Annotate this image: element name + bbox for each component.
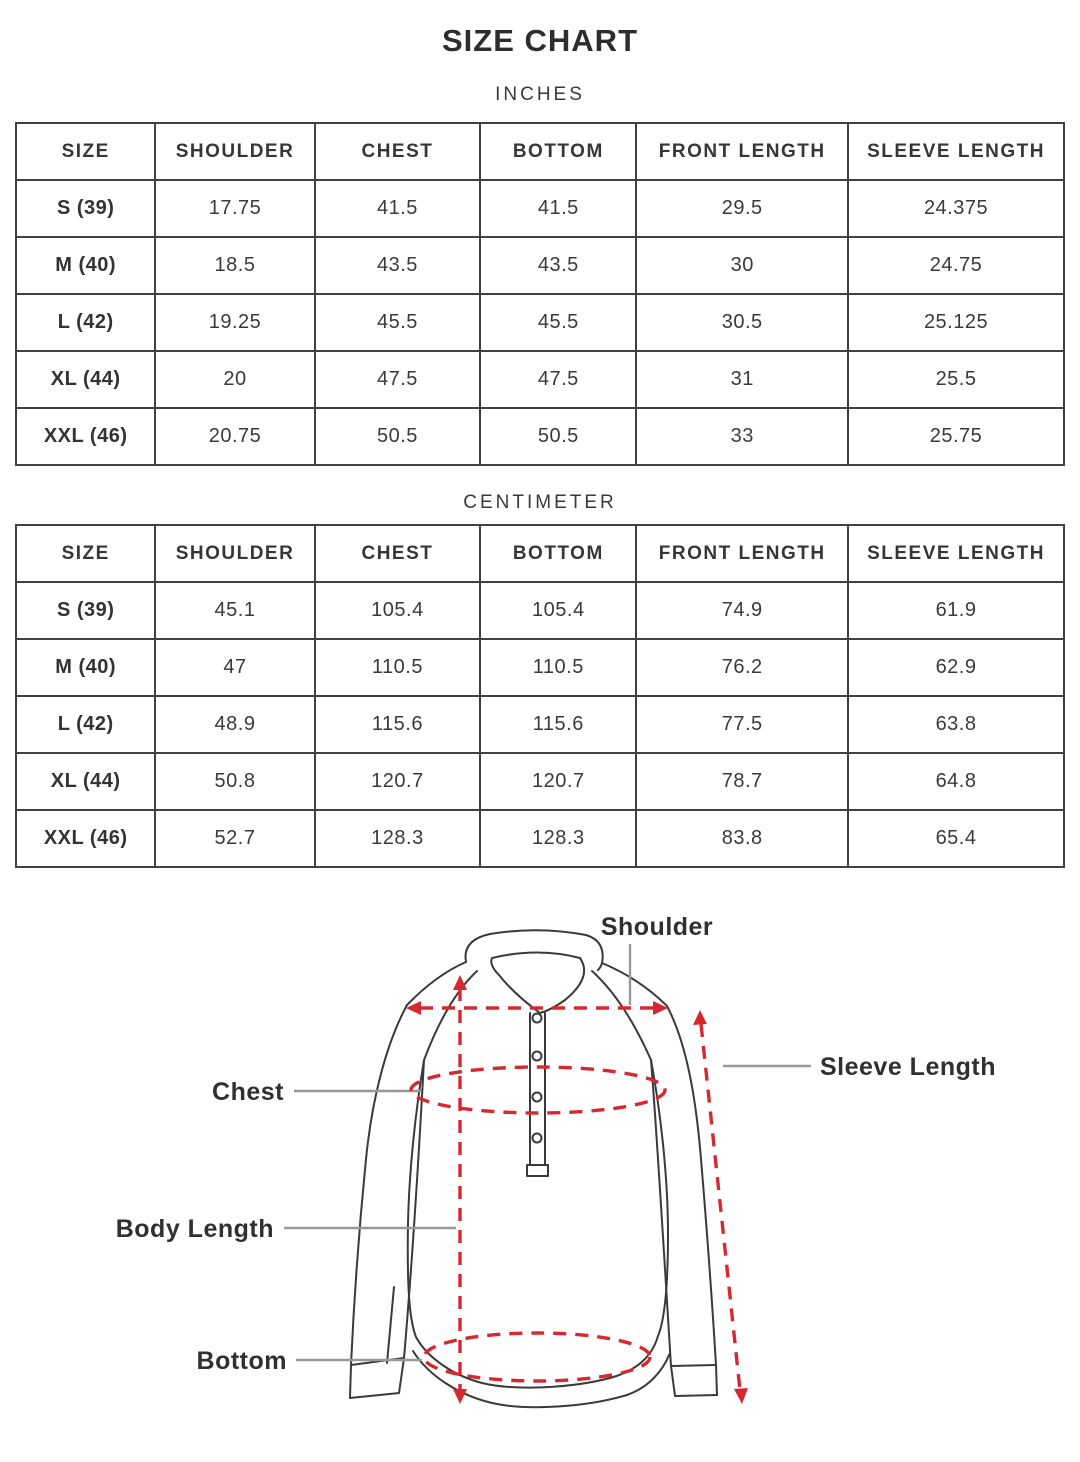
left-cuff-slit: [387, 1287, 394, 1363]
table-row: [16, 237, 1064, 294]
centimeter-table-body: [16, 582, 1064, 867]
table-row: [16, 582, 1064, 639]
table-cell: 50.8: [155, 753, 314, 810]
chest-label: Chest: [212, 1078, 284, 1106]
column-header: FRONT LENGTH: [636, 525, 848, 582]
pointer-lines: [284, 944, 811, 1360]
size-table-centimeter: [15, 524, 1065, 868]
sleeve-length-arrow-up: [693, 1010, 707, 1025]
table-cell: 120.7: [315, 753, 481, 810]
table-cell: 65.4: [848, 810, 1064, 867]
table-cell: 74.9: [636, 582, 848, 639]
body-and-hem: [408, 1060, 668, 1388]
column-header: SLEEVE LENGTH: [848, 123, 1064, 180]
table-cell: 62.9: [848, 639, 1064, 696]
button-dot: [533, 1014, 542, 1023]
table-cell: 128.3: [480, 810, 636, 867]
right-shoulder-seam: [602, 963, 667, 1006]
table-cell: 78.7: [636, 753, 848, 810]
table-row: [16, 810, 1064, 867]
table-cell: 105.4: [315, 582, 481, 639]
sleeve-length-label: Sleeve Length: [820, 1053, 996, 1081]
column-header: CHEST: [315, 525, 481, 582]
table-cell: 50.5: [480, 408, 636, 465]
measurement-marks: [406, 975, 748, 1404]
table-cell: 48.9: [155, 696, 314, 753]
table-cell: 41.5: [480, 180, 636, 237]
table-cell: XXL (46): [16, 810, 155, 867]
table-header-row: [16, 123, 1064, 180]
table-cell: 20: [155, 351, 314, 408]
table-cell: 105.4: [480, 582, 636, 639]
left-raglan-seam: [424, 971, 477, 1060]
table-cell: 30: [636, 237, 848, 294]
table-cell: 43.5: [480, 237, 636, 294]
right-sleeve-outer: [667, 1006, 717, 1395]
right-cuff: [671, 1365, 717, 1396]
table-row: [16, 408, 1064, 465]
table-row: [16, 639, 1064, 696]
table-header-row: [16, 525, 1064, 582]
table-cell: S (39): [16, 582, 155, 639]
table-cell: XL (44): [16, 351, 155, 408]
table-cell: 61.9: [848, 582, 1064, 639]
table-cell: 47.5: [315, 351, 481, 408]
left-cuff: [350, 1358, 404, 1398]
body-length-label: Body Length: [115, 1215, 274, 1243]
table-cell: 63.8: [848, 696, 1064, 753]
unit-label-centimeter: CENTIMETER: [463, 492, 617, 513]
table-cell: 45.5: [480, 294, 636, 351]
table-cell: 45.1: [155, 582, 314, 639]
table-cell: 30.5: [636, 294, 848, 351]
button-dot: [533, 1134, 542, 1143]
inches-table-body: [16, 180, 1064, 465]
shirt-measurement-diagram: [0, 874, 1080, 1449]
unit-label-inches: INCHES: [495, 84, 585, 105]
page-title: SIZE CHART: [442, 23, 638, 58]
left-sleeve-inner: [404, 1060, 424, 1358]
chest-measure-ellipse: [411, 1067, 665, 1113]
shoulder-label: Shoulder: [600, 913, 714, 941]
table-cell: M (40): [16, 237, 155, 294]
column-header: SHOULDER: [155, 123, 314, 180]
table-cell: 25.75: [848, 408, 1064, 465]
hem-lower-edge: [413, 1351, 670, 1407]
bottom-measure-ellipse: [424, 1333, 650, 1381]
column-header: SLEEVE LENGTH: [848, 525, 1064, 582]
table-cell: 31: [636, 351, 848, 408]
table-cell: 50.5: [315, 408, 481, 465]
table-cell: 33: [636, 408, 848, 465]
table-cell: 76.2: [636, 639, 848, 696]
table-row: [16, 294, 1064, 351]
table-cell: 64.8: [848, 753, 1064, 810]
shoulder-arrow-right: [653, 1001, 668, 1015]
table-cell: 17.75: [155, 180, 314, 237]
table-cell: 110.5: [315, 639, 481, 696]
table-cell: S (39): [16, 180, 155, 237]
table-cell: 115.6: [315, 696, 481, 753]
placket: [527, 1013, 548, 1176]
table-row: [16, 180, 1064, 237]
table-cell: 43.5: [315, 237, 481, 294]
column-header: CHEST: [315, 123, 481, 180]
table-cell: L (42): [16, 294, 155, 351]
button-dot: [533, 1093, 542, 1102]
size-table-inches: [15, 122, 1065, 466]
table-cell: L (42): [16, 696, 155, 753]
sleeve-length-arrow-down: [734, 1388, 748, 1404]
table-cell: 45.5: [315, 294, 481, 351]
table-cell: 77.5: [636, 696, 848, 753]
table-cell: 128.3: [315, 810, 481, 867]
table-cell: 52.7: [155, 810, 314, 867]
table-cell: 83.8: [636, 810, 848, 867]
table-cell: M (40): [16, 639, 155, 696]
table-cell: 24.375: [848, 180, 1064, 237]
bottom-label: Bottom: [196, 1347, 287, 1375]
table-cell: 47.5: [480, 351, 636, 408]
table-cell: 20.75: [155, 408, 314, 465]
column-header: SIZE: [16, 123, 155, 180]
body-length-arrow-down: [453, 1389, 467, 1404]
table-cell: 110.5: [480, 639, 636, 696]
button-dot: [533, 1052, 542, 1061]
table-cell: 18.5: [155, 237, 314, 294]
sleeve-length-measure-line: [701, 1024, 740, 1390]
column-header: FRONT LENGTH: [636, 123, 848, 180]
table-cell: 115.6: [480, 696, 636, 753]
table-cell: 29.5: [636, 180, 848, 237]
column-header: BOTTOM: [480, 525, 636, 582]
left-sleeve-outer: [350, 1005, 407, 1398]
column-header: BOTTOM: [480, 123, 636, 180]
table-cell: 25.5: [848, 351, 1064, 408]
diagram-labels: [116, 913, 996, 1375]
table-row: [16, 696, 1064, 753]
table-cell: XL (44): [16, 753, 155, 810]
neck-opening: [491, 953, 584, 1014]
shirt-outline: [350, 930, 717, 1407]
table-cell: 120.7: [480, 753, 636, 810]
table-cell: 41.5: [315, 180, 481, 237]
table-cell: 47: [155, 639, 314, 696]
table-cell: XXL (46): [16, 408, 155, 465]
column-header: SIZE: [16, 525, 155, 582]
table-row: [16, 351, 1064, 408]
column-header: SHOULDER: [155, 525, 314, 582]
table-cell: 19.25: [155, 294, 314, 351]
table-cell: 25.125: [848, 294, 1064, 351]
table-row: [16, 753, 1064, 810]
table-cell: 24.75: [848, 237, 1064, 294]
